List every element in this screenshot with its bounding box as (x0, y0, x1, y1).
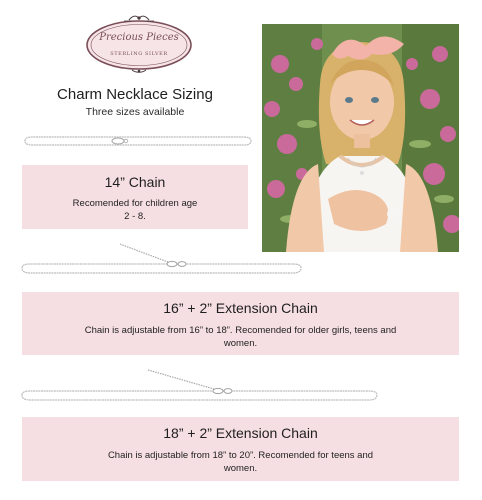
size-title: 14” Chain (104, 174, 166, 190)
page-subtitle: Three sizes available (85, 106, 185, 118)
brand-logo (84, 12, 194, 74)
size-description: Chain is adjustable from 18” to 20”. Recomended for teens and women. (107, 450, 374, 474)
size-description: Recomended for children age 2 - 8. (72, 198, 198, 222)
logo-tagline: STERLING SILVER (110, 51, 168, 57)
logo-brand-name: Precious Pieces (99, 32, 179, 43)
model-photo (262, 24, 459, 252)
size-title: 18” + 2” Extension Chain (163, 425, 318, 441)
logo-oval-frame (84, 12, 194, 74)
page-title: Charm Necklace Sizing (57, 86, 213, 103)
size-card-14 (22, 165, 248, 229)
chain-18-image (18, 366, 382, 408)
size-card-16 (22, 292, 459, 355)
size-title: 16” + 2” Extension Chain (163, 300, 318, 316)
size-description: Chain is adjustable from 16” to 18”. Recomended for older girls, teens and women. (84, 325, 397, 349)
size-card-18 (22, 417, 459, 481)
chain-14-image (22, 133, 254, 149)
